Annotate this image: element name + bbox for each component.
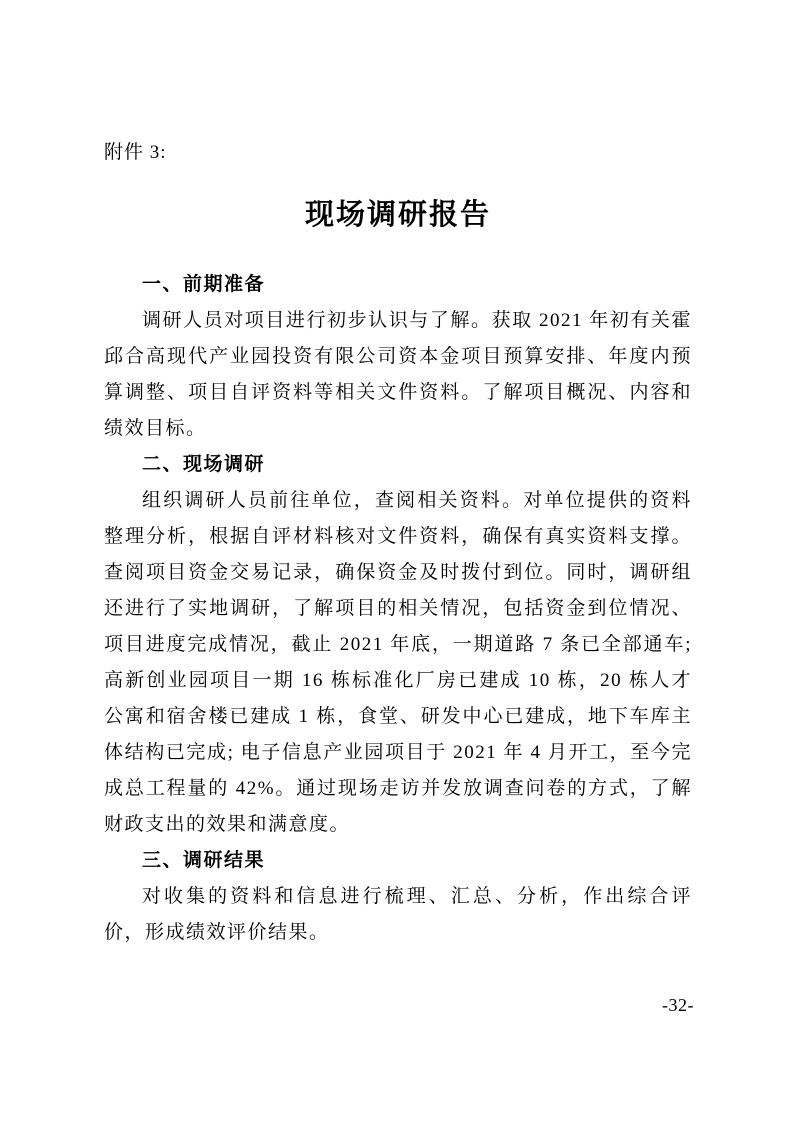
section-paragraph: 组织调研人员前往单位，查阅相关资料。对单位提供的资料整理分析，根据自评材料核对文件资料，确保有真实资料支撑。查阅项目资金交易记录，确保资金及时拨付到位。同时，调研组还进行了实地调研，了解项目的相关情况，包括资金到位情况、项目进度完成情况，截止 2021 年底，一期道路 7 条已全部通车;高新创业园项目一期 16 栋标准化厂房已建成 10 栋，20 栋人才公寓和宿舍楼已建成 1 栋，食堂、研发中心已建成，地下车库主体结构已完成; 电子信息产业园项目于 2021 年 4 月开工，至今完成总工程量的 42%。通过现场走访并发放调查问卷的方式，了解财政支出的效果和满意度。 <box>104 490 692 835</box>
page-title: 现场调研报告 <box>304 199 491 231</box>
section-results <box>104 843 692 951</box>
page-number: -32- <box>662 995 694 1015</box>
section-heading: 三、调研结果 <box>142 850 266 871</box>
section-paragraph: 对收集的资料和信息进行梳理、汇总、分析，作出综合评价，形成绩效评价结果。 <box>104 886 692 943</box>
section-paragraph: 调研人员对项目进行初步认识与了解。获取 2021 年初有关霍邱合高现代产业园投资有限公司资本金项目预算安排、年度内预算调整、项目自评资料等相关文件资料。了解项目概况、内容和绩效目标。 <box>104 310 692 439</box>
section-field-research <box>104 447 692 843</box>
section-heading: 二、现场调研 <box>142 454 266 475</box>
attachment-label: 附件 3: <box>104 142 167 163</box>
section-preparation <box>104 267 692 447</box>
section-heading: 一、前期准备 <box>142 274 266 295</box>
